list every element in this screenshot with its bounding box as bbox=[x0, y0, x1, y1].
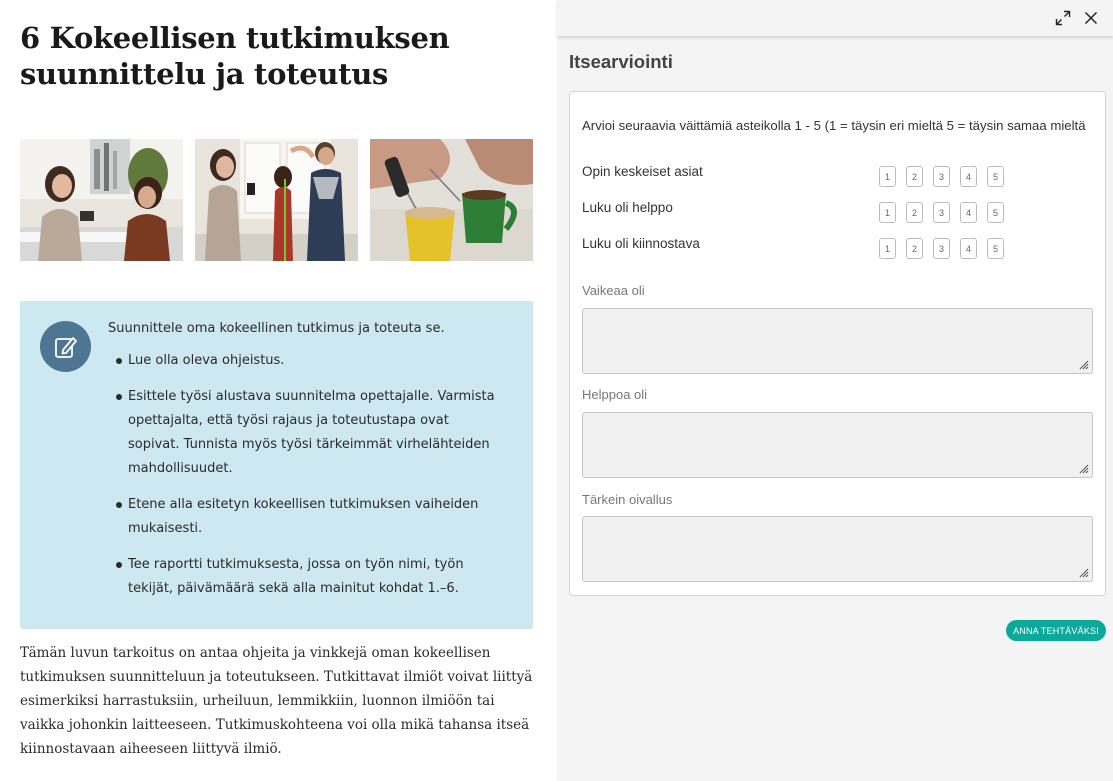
bullet-icon bbox=[116, 502, 122, 508]
chapter-title-line2: suunnittelu ja toteutus bbox=[20, 57, 389, 91]
bullet-icon bbox=[116, 562, 122, 568]
rating-option-5[interactable]: 5 bbox=[987, 202, 1004, 223]
expand-icon-glyph bbox=[1055, 10, 1071, 26]
edit-note-icon bbox=[40, 321, 91, 372]
rating-option-2[interactable]: 2 bbox=[906, 166, 923, 187]
helppoa-textarea[interactable] bbox=[583, 413, 1092, 477]
self-assessment-form bbox=[569, 91, 1106, 596]
photo-measuring-cups bbox=[370, 139, 533, 261]
photo-measuring-cups-image bbox=[370, 139, 533, 261]
task-item bbox=[128, 385, 498, 481]
rating-option-3[interactable]: 3 bbox=[933, 238, 950, 259]
rating-option-1[interactable]: 1 bbox=[879, 202, 896, 223]
field-label-vaikeaa: Vaikeaa oli bbox=[582, 283, 645, 298]
edit-note-icon-glyph bbox=[53, 334, 79, 360]
photo-students-desk bbox=[20, 139, 183, 261]
photo-students-measuring bbox=[195, 139, 358, 261]
self-assessment-panel bbox=[557, 0, 1113, 781]
vaikeaa-field[interactable] bbox=[582, 308, 1093, 374]
resize-grip-icon[interactable] bbox=[1079, 568, 1089, 578]
expand-icon[interactable] bbox=[1053, 8, 1073, 28]
close-icon[interactable] bbox=[1081, 8, 1101, 28]
panel-title: Itsearviointi bbox=[569, 51, 673, 72]
rating-option-2[interactable]: 2 bbox=[906, 202, 923, 223]
rating-instructions: Arvioi seuraavia väittämiä asteikolla 1 - 5 (1 = täysin eri mieltä 5 = täysin samaa mieltä bbox=[582, 118, 1086, 133]
field-label-helppoa: Helppoa oli bbox=[582, 387, 648, 402]
rating-option-1[interactable]: 1 bbox=[879, 166, 896, 187]
rating-statement: Luku oli kiinnostava bbox=[582, 236, 700, 251]
panel-toolbar bbox=[557, 0, 1113, 36]
assign-task-button[interactable]: ANNA TEHTÄVÄKSI bbox=[1006, 620, 1106, 641]
rating-row-opin bbox=[582, 164, 1092, 186]
rating-option-5[interactable]: 5 bbox=[987, 238, 1004, 259]
resize-grip-icon[interactable] bbox=[1079, 464, 1089, 474]
task-item-text: Lue olla oleva ohjeistus. bbox=[128, 353, 285, 368]
rating-option-2[interactable]: 2 bbox=[906, 238, 923, 259]
task-item-text: Tee raportti tutkimuksesta, jossa on työn nimi, työn tekijät, päivämäärä sekä alla mainitut kohdat 1.–6. bbox=[128, 557, 464, 596]
oivallus-field[interactable] bbox=[582, 516, 1093, 582]
task-item-text: Esittele työsi alustava suunnitelma opettajalle. Varmista opettajalta, että työsi rajaus ja toteutustapa ovat sopivat. Tunnista myös työsi tärkeimmät virhelähteiden mahdollisuudet. bbox=[128, 389, 495, 476]
oivallus-textarea[interactable] bbox=[583, 517, 1092, 581]
rating-option-4[interactable]: 4 bbox=[960, 166, 977, 187]
chapter-title-line1: 6 Kokeellisen tutkimuksen bbox=[20, 21, 450, 55]
task-intro: Suunnittele oma kokeellinen tutkimus ja toteuta se. bbox=[108, 321, 445, 336]
helppoa-field[interactable] bbox=[582, 412, 1093, 478]
task-item bbox=[128, 493, 498, 541]
rating-option-5[interactable]: 5 bbox=[987, 166, 1004, 187]
rating-option-3[interactable]: 3 bbox=[933, 166, 950, 187]
task-item bbox=[128, 349, 498, 373]
intro-paragraph: Tämän luvun tarkoitus on antaa ohjeita ja vinkkejä oman kokeellisen tutkimuksen suunnitteluun ja toteutukseen. Tutkittavat ilmiöt voivat liittyä esimerkiksi harrastuksiin, urheiluun, lemmikkiin, luonnon ilmiöön tai vaikka johonkin laitteeseen. Tutkimuskohteena voi olla mikä tahansa itseä kiinnostavaan aiheeseen liittyvä ilmiö. bbox=[20, 645, 533, 757]
rating-option-3[interactable]: 3 bbox=[933, 202, 950, 223]
field-label-oivallus: Tärkein oivallus bbox=[582, 492, 673, 507]
vaikeaa-textarea[interactable] bbox=[583, 309, 1092, 373]
close-icon-glyph bbox=[1084, 11, 1098, 25]
task-list bbox=[128, 349, 498, 613]
rating-option-1[interactable]: 1 bbox=[879, 238, 896, 259]
task-box bbox=[20, 301, 533, 629]
chapter-title bbox=[20, 20, 520, 92]
resize-grip-icon[interactable] bbox=[1079, 360, 1089, 370]
rating-option-4[interactable]: 4 bbox=[960, 202, 977, 223]
photo-students-desk-image bbox=[20, 139, 183, 261]
rating-statement: Luku oli helppo bbox=[582, 200, 673, 215]
bullet-icon bbox=[116, 358, 122, 364]
task-item bbox=[128, 553, 498, 601]
photo-students-measuring-image bbox=[195, 139, 358, 261]
bullet-icon bbox=[116, 394, 122, 400]
task-item-text: Etene alla esitetyn kokeellisen tutkimuksen vaiheiden mukaisesti. bbox=[128, 497, 479, 536]
rating-option-4[interactable]: 4 bbox=[960, 238, 977, 259]
rating-row-helppo bbox=[582, 200, 1092, 222]
rating-statement: Opin keskeiset asiat bbox=[582, 164, 703, 179]
rating-row-kiinnostava bbox=[582, 236, 1092, 258]
